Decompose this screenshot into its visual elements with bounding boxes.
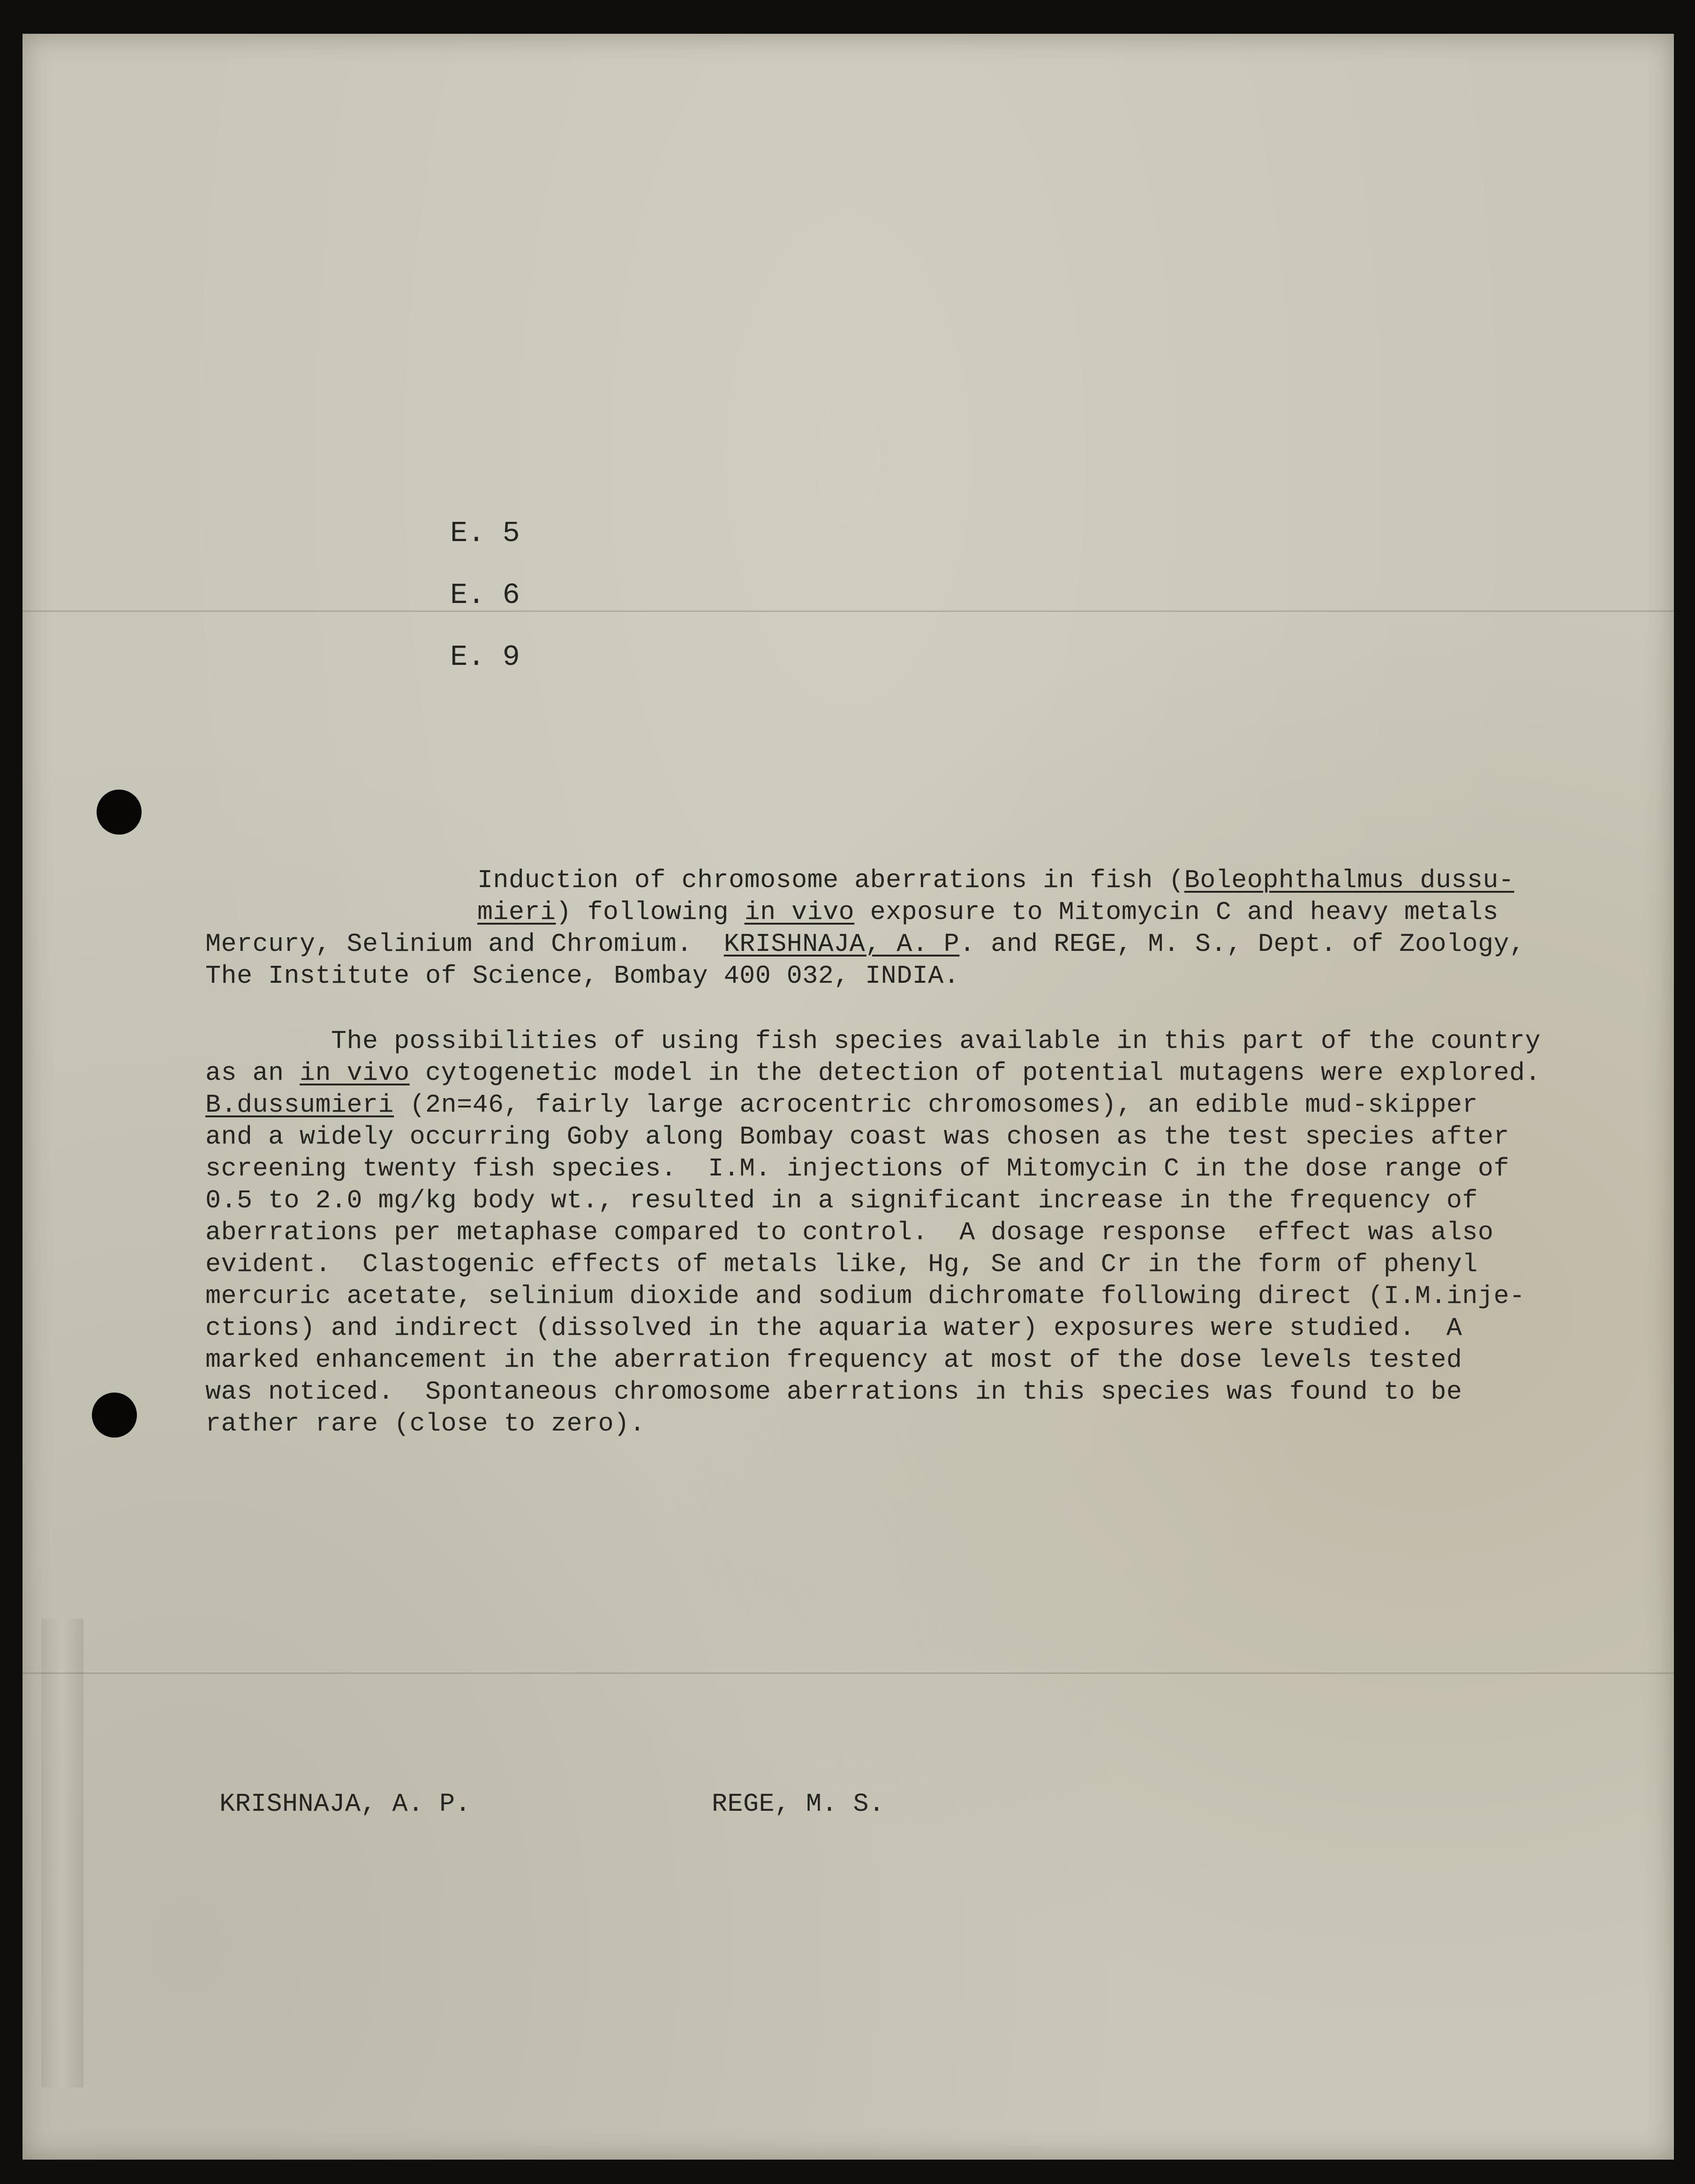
edge-tape	[41, 1619, 83, 2087]
code-item: E. 6	[450, 579, 520, 612]
species-name: mieri	[477, 897, 556, 927]
species-name: B.dussumieri	[205, 1090, 394, 1120]
code-item: E. 5	[450, 517, 520, 550]
fold-line	[23, 610, 1674, 612]
signature-krishnaja: KRISHNAJA, A. P.	[219, 1789, 471, 1819]
document-page	[23, 34, 1674, 2160]
reference-codes	[450, 503, 520, 688]
abstract-title: Induction of chromosome aberrations in fish (Boleophthalmus dussu- mieri) following in vivo exposure to Mitomycin C and heavy metals Mercury, Selinium and Chromium. KRISHNAJA, A. P. and REGE, M. S., Dept. of Zoology, The Institute of Science, Bombay 400 032, INDIA.	[205, 865, 1525, 992]
species-name: Boleophthalmus dussu-	[1184, 866, 1514, 895]
affiliation: The Institute of Science, Bombay 400 032, INDIA.	[205, 961, 960, 991]
in-vivo-term: in vivo	[300, 1058, 410, 1088]
signature-rege: REGE, M. S.	[712, 1789, 885, 1819]
author-name: KRISHNAJA, A. P	[723, 929, 960, 959]
punch-hole	[97, 790, 142, 835]
punch-hole	[92, 1393, 137, 1438]
in-vivo-term: in vivo	[744, 897, 855, 927]
code-item: E. 9	[450, 640, 520, 674]
abstract-body: The possibilities of using fish species available in this part of the country as an in vivo cytogenetic model in the detection of potential mutagens were explored. B.dussumieri (2n=46, fairly large acrocentric chromosomes), an edible mud-skipper and a widely occurring Goby along Bombay coast was chosen as the test species after screening twenty fish species. I.M. injections of Mitomycin C in the dose range of 0.5 to 2.0 mg/kg body wt., resulted in a significant increase in the frequency of aberrations per metaphase compared to control. A dosage response effect was also evident. Clastogenic effects of metals like, Hg, Se and Cr in the form of phenyl mercuric acetate, selinium dioxide and sodium dichromate following direct (I.M.inje- ctions) and indirect (dissolved in the aquaria water) exposures were studied. A marked enhancement in the aberration frequency at most of the dose levels tested was noticed. Spontaneous chromosome aberrations in this species was found to be rather rare (close to zero).	[205, 1026, 1541, 1438]
fold-line	[23, 1672, 1674, 1674]
